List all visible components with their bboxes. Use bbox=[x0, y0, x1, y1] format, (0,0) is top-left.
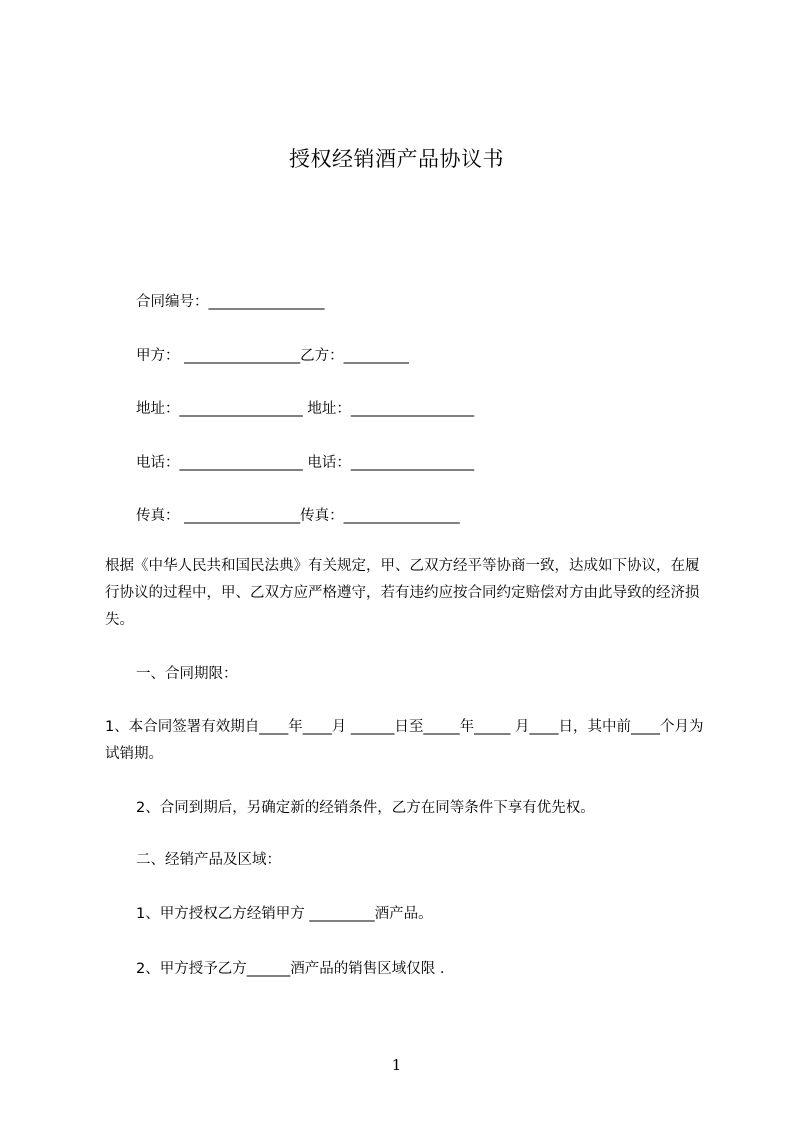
section1-item1: 1、本合同签署有效期自____年____月 ______日至_____年_____ 月____日，其中前____个月为试销期。 bbox=[105, 719, 704, 762]
section2-item2: 2、甲方授予乙方______酒产品的销售区域仅限 . bbox=[136, 961, 445, 977]
phone-line: 电话：_________________ 电话：_________________ bbox=[136, 455, 475, 471]
section2-item1: 1、甲方授权乙方经销甲方 _________酒产品。 bbox=[136, 906, 433, 922]
intro-paragraph: 根据《中华人民共和国民法典》有关规定，甲、乙双方经平等协商一致，达成如下协议，在履行协议的过程中，甲、乙双方应严格遵守，若有违约应按合同约定赔偿对方由此导致的经济损失。 bbox=[105, 558, 700, 628]
fax-line: 传真： ________________传真：________________ bbox=[136, 508, 460, 524]
section2-title: 二、经销产品及区域： bbox=[136, 852, 281, 868]
page-number: 1 bbox=[391, 1056, 402, 1074]
address-line: 地址：_________________ 地址：_________________ bbox=[136, 401, 475, 417]
contract-number-line: 合同编号：________________ bbox=[136, 294, 325, 310]
party-line: 甲方： ________________乙方：_________ bbox=[136, 348, 409, 364]
document-title: 授权经销酒产品协议书 bbox=[289, 147, 504, 171]
section1-title: 一、合同期限： bbox=[136, 666, 238, 682]
section1-item2: 2、合同到期后，另确定新的经销条件，乙方在同等条件下享有优先权。 bbox=[136, 800, 595, 816]
